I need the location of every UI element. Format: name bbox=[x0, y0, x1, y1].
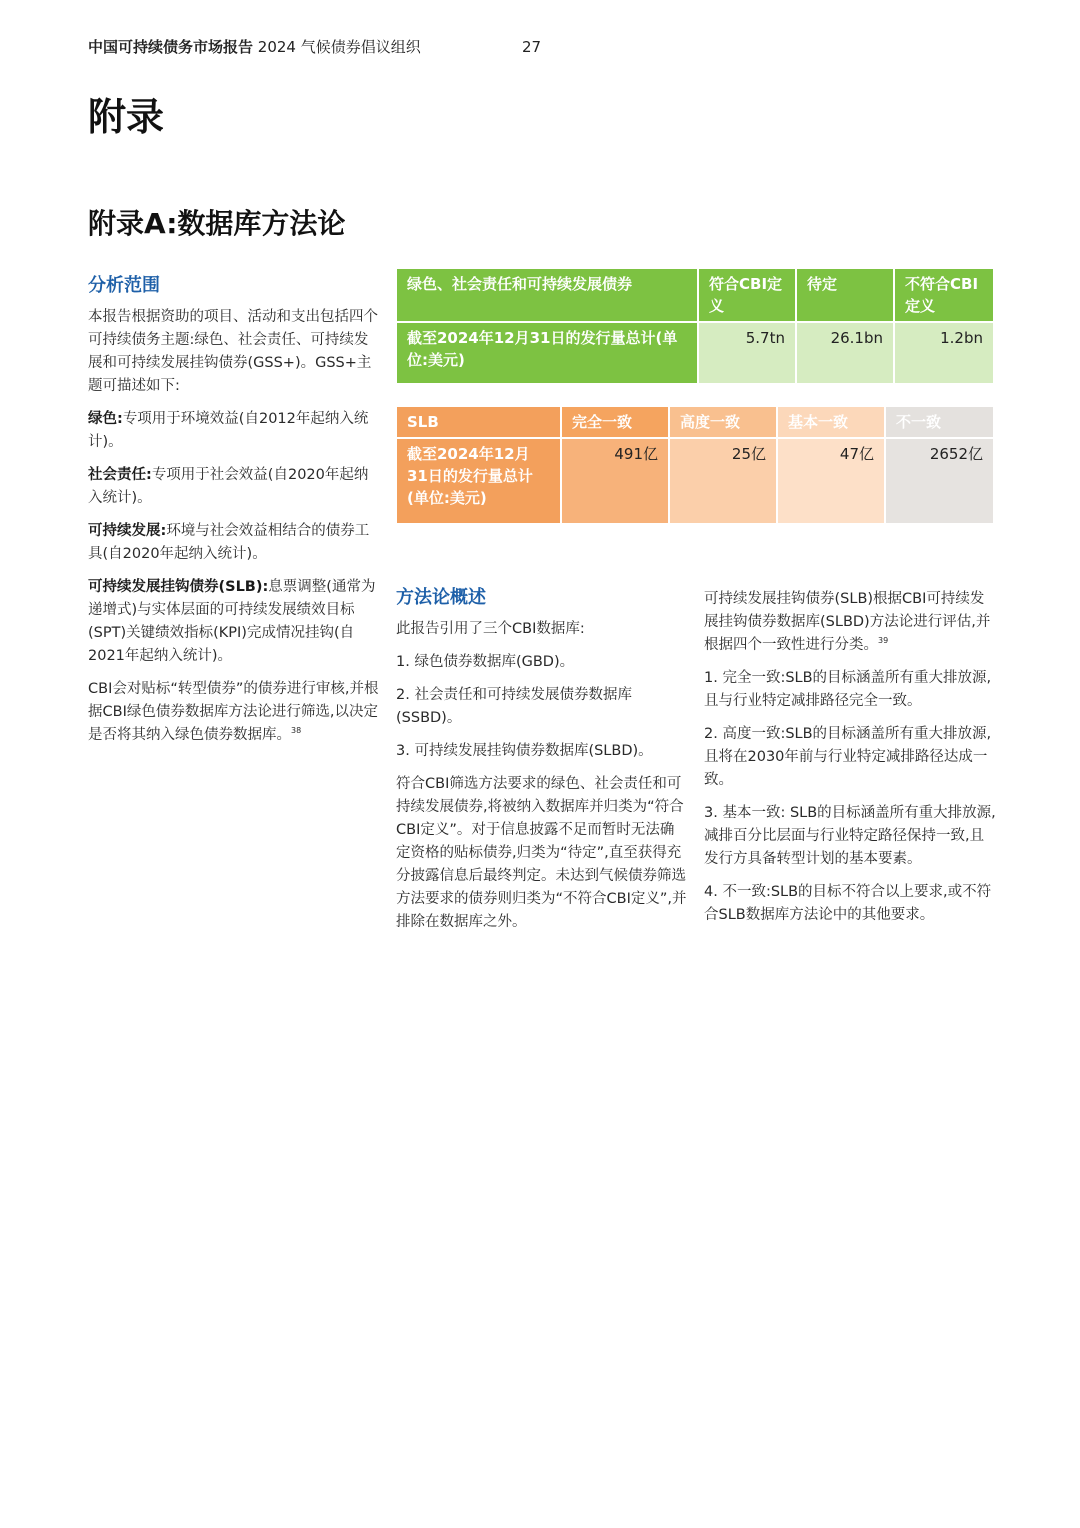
slb-level-basic: 3. 基本一致: SLB的目标涵盖所有重大排放源,减排百分比层面与行业特定路径保持一致,且发行方具备转型计划的基本要素。 bbox=[704, 805, 996, 867]
slb-value-none: 2652亿 bbox=[885, 438, 994, 524]
report-title: 中国可持续债务市场报告 bbox=[88, 38, 254, 56]
scope-heading: 分析范围 bbox=[88, 275, 160, 296]
footnote-ref[interactable]: 39 bbox=[878, 636, 889, 646]
page-number: 27 bbox=[522, 38, 542, 56]
gss-header-pending: 待定 bbox=[796, 268, 894, 322]
gss-header-aligned: 符合CBI定义 bbox=[698, 268, 796, 322]
scope-intro: 本报告根据资助的项目、活动和支出包括四个可持续债务主题:绿色、社会责任、可持续发展和可持续发展挂钩债券(GSS+)。GSS+主题可描述如下: bbox=[88, 309, 378, 394]
report-org: 2024 气候债券倡议组织 bbox=[257, 38, 421, 56]
footnote-ref[interactable]: 38 bbox=[291, 726, 302, 736]
gss-header-excluded: 不符合CBI定义 bbox=[894, 268, 994, 322]
section-title: 附录A:数据库方法论 bbox=[88, 207, 346, 240]
database-item-ssbd: 2. 社会责任和可持续发展债券数据库(SSBD)。 bbox=[396, 687, 632, 726]
slb-value-high: 25亿 bbox=[669, 438, 777, 524]
scope-item-green: 绿色:专项用于环境效益(自2012年起纳入统计)。 bbox=[88, 411, 369, 450]
slb-level-high: 2. 高度一致:SLB的目标涵盖所有重大排放源,且将在2030年前与行业特定减排路径达成一致。 bbox=[704, 726, 992, 788]
slb-issuance-table bbox=[395, 405, 995, 525]
slb-value-basic: 47亿 bbox=[777, 438, 885, 524]
gss-value-excluded: 1.2bn bbox=[894, 322, 994, 384]
gss-issuance-table bbox=[395, 267, 995, 385]
scope-item-social: 社会责任:专项用于社会效益(自2020年起纳入统计)。 bbox=[88, 467, 369, 506]
cbi-note: CBI会对贴标“转型债券”的债券进行审核,并根据CBI绿色债券数据库方法论进行筛选,以决定是否将其纳入绿色债券数据库。$^{38}$ bbox=[88, 681, 379, 743]
scope-item-sustainability: 可持续发展:环境与社会效益相结合的债券工具(自2020年起纳入统计)。 bbox=[88, 523, 370, 562]
method-column bbox=[396, 584, 688, 944]
gss-row-label: 截至2024年12月31日的发行量总计(单位:美元) bbox=[396, 322, 698, 384]
slb-value-full: 491亿 bbox=[561, 438, 669, 524]
table-header-row bbox=[396, 268, 994, 322]
page-title: 附录 bbox=[88, 95, 165, 139]
method-intro: 此报告引用了三个CBI数据库: bbox=[396, 621, 585, 637]
table-header-row bbox=[396, 406, 994, 438]
database-item-gbd: 1. 绿色债券数据库(GBD)。 bbox=[396, 654, 575, 670]
running-header bbox=[88, 36, 548, 60]
slb-row-label: 截至2024年12月31日的发行量总计(单位:美元) bbox=[396, 438, 561, 524]
slb-header-high: 高度一致 bbox=[669, 406, 777, 438]
scope-column bbox=[88, 272, 380, 757]
slb-column bbox=[704, 588, 996, 937]
slb-level-none: 4. 不一致:SLB的目标不符合以上要求,或不符合SLB数据库方法论中的其他要求。 bbox=[704, 884, 992, 923]
slb-header-none: 不一致 bbox=[885, 406, 994, 438]
method-heading: 方法论概述 bbox=[396, 587, 486, 608]
scope-item-slb: 可持续发展挂钩债券(SLB):息票调整(通常为递增式)与实体层面的可持续发展绩效目标(SPT)关键绩效指标(KPI)完成情况挂钩(自2021年起纳入统计)。 bbox=[88, 579, 376, 664]
database-item-slbd: 3. 可持续发展挂钩债券数据库(SLBD)。 bbox=[396, 743, 653, 759]
method-criteria: 符合CBI筛选方法要求的绿色、社会责任和可持续发展债券,将被纳入数据库并归类为“符合CBI定义”。对于信息披露不足而暂时无法确定资格的贴标债券,归类为“待定”,直至获得充分披露信息后最终判定。未达到气候债券筛选方法要求的债券则归类为“不符合CBI定义”,并排除在数据库之外。 bbox=[396, 776, 687, 930]
gss-value-pending: 26.1bn bbox=[796, 322, 894, 384]
slb-level-full: 1. 完全一致:SLB的目标涵盖所有重大排放源,且与行业特定减排路径完全一致。 bbox=[704, 670, 992, 709]
gss-header-category: 绿色、社会责任和可持续发展债券 bbox=[396, 268, 698, 322]
slb-header-label: SLB bbox=[396, 406, 561, 438]
slb-intro: 可持续发展挂钩债券(SLB)根据CBI可持续发展挂钩债券数据库(SLBD)方法论进行评估,并根据四个一致性进行分类。$^{39}$ bbox=[704, 591, 991, 653]
table-row bbox=[396, 438, 994, 524]
slb-header-full: 完全一致 bbox=[561, 406, 669, 438]
gss-value-aligned: 5.7tn bbox=[698, 322, 796, 384]
table-row bbox=[396, 322, 994, 384]
slb-header-basic: 基本一致 bbox=[777, 406, 885, 438]
